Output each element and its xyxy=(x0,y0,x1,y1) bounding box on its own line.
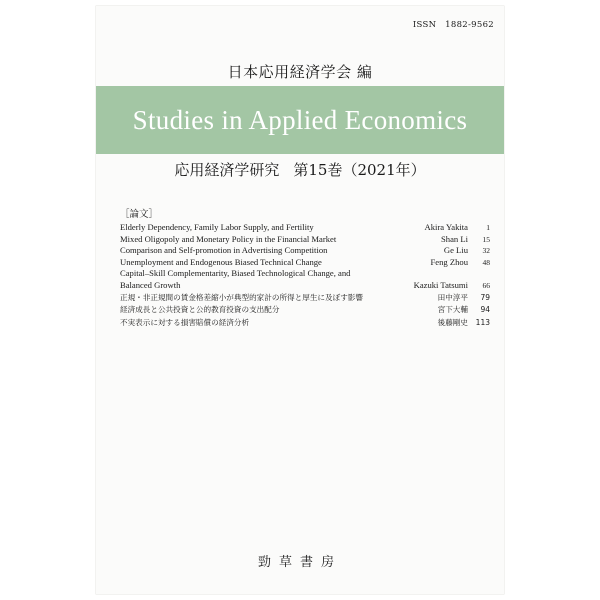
article-title: 経済成長と公共投資と公的教育投資の支出配分 xyxy=(120,305,280,315)
article-page: 48 xyxy=(482,257,490,267)
article-title: Comparison and Self-promotion in Advertising Competition xyxy=(120,245,328,256)
publisher: 勁草書房 xyxy=(257,555,342,570)
article-author: 後藤剛史 xyxy=(437,317,468,327)
article-page: 113 xyxy=(475,317,490,327)
title-band xyxy=(96,86,504,154)
article-author: Ge Liu xyxy=(443,245,468,256)
article-title: Capital–Skill Complementarity, Biased Technological Change, and Balanced Growth xyxy=(120,268,351,290)
article-title: 不実表示に対する損害賠償の経済分析 xyxy=(120,317,250,327)
toc-row xyxy=(120,317,490,330)
table-of-contents xyxy=(120,206,490,329)
issn: ISSN 1882-9562 xyxy=(412,20,494,30)
article-page: 32 xyxy=(482,246,490,256)
article-title: Mixed Oligopoly and Monetary Policy in the Financial Market xyxy=(120,233,337,244)
article-page: 94 xyxy=(480,305,490,315)
toc-row xyxy=(120,304,490,317)
article-author: Kazuki Tatsumi xyxy=(413,279,468,290)
editor-line: 日本応用経済学会 編 xyxy=(227,63,373,81)
article-author: Akira Yakita xyxy=(424,222,468,232)
journal-name-jp: 応用経済学研究 xyxy=(174,161,280,179)
article-page: 79 xyxy=(480,292,490,302)
article-title: Elderly Dependency, Family Labor Supply, and Fertility xyxy=(120,222,314,232)
article-author: 宮下大輔 xyxy=(437,305,468,315)
toc-row xyxy=(120,257,490,269)
toc-row xyxy=(120,234,490,246)
article-title: 正規・非正規間の賃金格差縮小が典型的家計の所得と厚生に及ぼす影響 xyxy=(120,292,363,302)
article-page: 66 xyxy=(482,280,490,290)
article-author: Feng Zhou xyxy=(430,256,468,267)
toc-row xyxy=(120,222,490,234)
journal-title: Studies in Applied Economics xyxy=(132,104,468,135)
article-page: 1 xyxy=(486,223,490,232)
volume-line xyxy=(96,159,504,180)
toc-row xyxy=(120,245,490,257)
article-page: 15 xyxy=(482,234,490,244)
book-cover xyxy=(96,6,504,594)
volume: 第15巻（2021年） xyxy=(293,161,426,179)
article-author: 田中淳平 xyxy=(437,292,468,302)
toc-row xyxy=(120,268,490,291)
article-title: Unemployment and Endogenous Biased Technical Change xyxy=(120,256,322,267)
section-label: ［論文］ xyxy=(120,209,159,220)
toc-row xyxy=(120,292,490,305)
article-author: Shan Li xyxy=(441,233,468,244)
